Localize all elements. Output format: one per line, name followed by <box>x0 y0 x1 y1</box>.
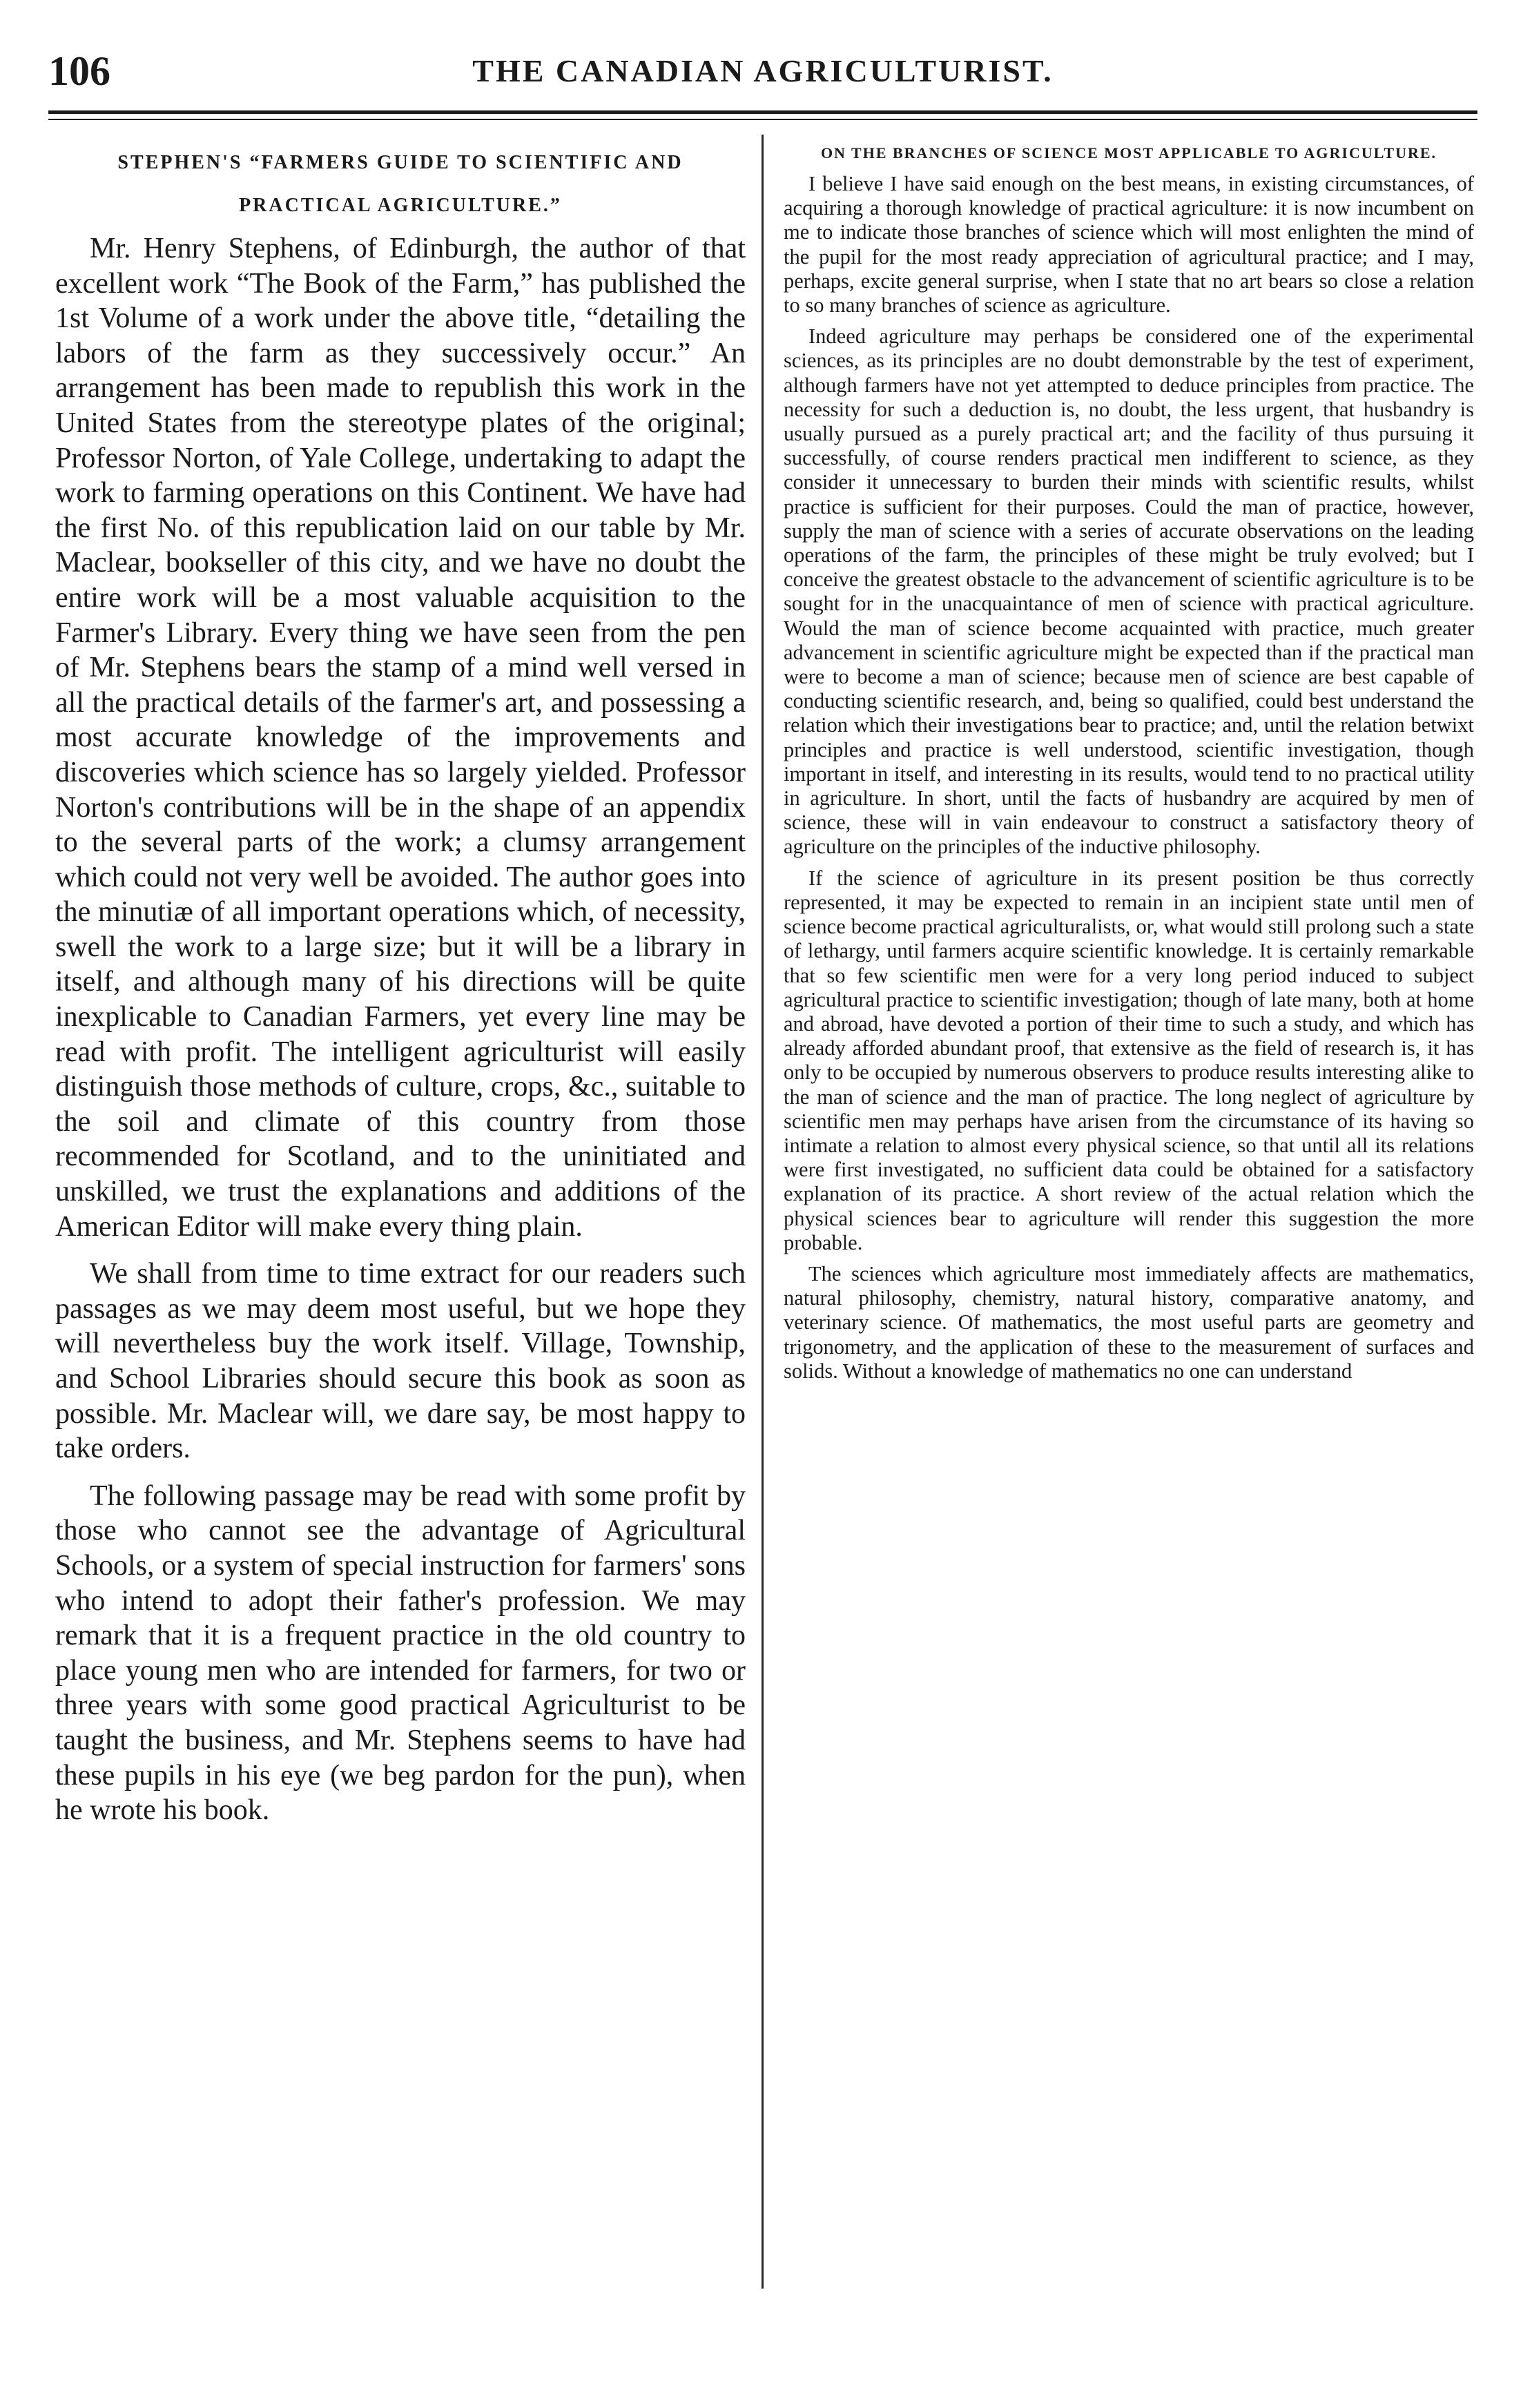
header-rule-thick <box>48 110 1477 114</box>
article-paragraph: The sciences which agriculture most immediately affects are mathematics, natural philosophy, chemistry, natural history, comparative anatomy, and veterinary science. Of mathematics, the most useful parts are geometry and trigonometry, and the application of these to the measurement of surfaces and solids. Without a knowledge of mathematics no one can understand <box>784 1261 1474 1383</box>
right-column <box>784 142 1474 2282</box>
article-paragraph: We shall from time to time extract for our readers such passages as we may deem most useful, but we hope they will nevertheless buy the work itself. Village, Township, and School Libraries should secure this book as soon as possible. Mr. Maclear will, we dare say, be most happy to take orders. <box>55 1258 746 1465</box>
article-paragraph: The following passage may be read with some profit by those who cannot see the advantage of Agricultural Schools, or a system of special instruction for farmers' sons who intend to adopt their father's profession. We may remark that it is a frequent practice in the old country to place young men who are intended for farmers, for two or three years with some good practical Agriculturist to be taught the business, and Mr. Stephens seems to have had these pupils in his eye (we beg pardon for the pun), when he wrote his book. <box>55 1479 746 1827</box>
journal-title: THE CANADIAN AGRICULTURIST. <box>472 53 1054 88</box>
article-heading-stephens: STEPHEN'S “FARMERS GUIDE TO SCIENTIFIC AND PRACTICAL AGRICULTURE.” <box>117 152 683 216</box>
article-heading-branches-of-science: ON THE BRANCHES OF SCIENCE MOST APPLICABLE TO AGRICULTURE. <box>820 144 1437 162</box>
header-rule-thin <box>48 119 1477 120</box>
article-paragraph: Mr. Henry Stephens, of Edinburgh, the author of that excellent work “The Book of the Farm,” has published the 1st Volume of a work under the above title, “detailing the labors of the farm as they successively occur.” An arrangement has been made to republish this work in the United States from the stereotype plates of the original; Professor Norton, of Yale College, undertaking to adapt the work to farming operations on this Continent. We have had the first No. of this republication laid on our table by Mr. Maclear, bookseller of this city, and we have no doubt the entire work will be a most valuable acquisition to the Farmer's Library. Every thing we have seen from the pen of Mr. Stephens bears the stamp of a mind well versed in all the practical details of the farmer's art, and possessing a most accurate knowledge of the improvements and discoveries which science has so largely yielded. Professor Norton's contributions will be in the shape of an appendix to the several parts of the work; a clumsy arrangement which could not very well be avoided. The author goes into the minutiæ of all important operations which, of necessity, swell the work to a large size; but it will be a library in itself, and although many of his directions will be quite inexplicable to Canadian Farmers, yet every line may be read with profit. The intelligent agriculturist will easily distinguish those methods of culture, crops, &c., suitable to the soil and climate of this country from those recommended for Scotland, and to the uninitiated and unskilled, we trust the explanations and additions of the American Editor will make every thing plain. <box>55 233 746 1243</box>
article-paragraph: Indeed agriculture may perhaps be considered one of the experimental sciences, as its principles are no doubt demonstrable by the test of experiment, although farmers have not yet attempted to deduce principles from practice. The necessity for such a deduction is, no doubt, the less urgent, that husbandry is usually pursued as a purely practical art; and the facility of thus pursuing it successfully, of course renders practical men indifferent to science, as they consider it unnecessary to burden their minds with scientific results, whilst practice is sufficient for their purposes. Could the man of practice, however, supply the man of science with a series of accurate observations on the leading operations of the farm, the principles of these might be truly evolved; but I conceive the greatest obstacle to the advancement of scientific agriculture is to be sought for in the unacquaintance of men of science with practical agriculture. Would the man of science become acquainted with practice, much greater advancement in scientific agriculture might be expected than if the practical man were to become a man of science; because men of science are best capable of conducting scientific research, and, being so qualified, could best understand the relation which their investigations bear to practice; and, until the relation betwixt principles and practice is well understood, scientific investigation, though important in itself, and interesting in its results, would tend to no practical utility in agriculture. In short, until the facts of husbandry are acquired by men of science, these will in vain endeavour to construct a satisfactory theory of agriculture on the principles of the inductive philosophy. <box>784 324 1474 859</box>
article-paragraph: I believe I have said enough on the best means, in existing circumstances, of acquiring a thorough knowledge of practical agriculture: it is now incumbent on me to indicate those branches of science which will most enlighten the mind of the pupil for the most ready appreciation of agricultural practice; and I may, perhaps, excite general surprise, when I state that no art bears so close a relation to so many branches of science as agriculture. <box>784 172 1474 318</box>
page-number: 106 <box>48 48 110 94</box>
article-paragraph: If the science of agriculture in its present position be thus correctly represented, it may be expected to remain in an incipient state until men of science become practical agriculturalists, or, what would still prolong such a state of lethargy, until farmers acquire scientific knowledge. It is certainly remarkable that so few scientific men were for a very long period induced to subject agricultural practice to scientific investigation; though of late many, both at home and abroad, have devoted a portion of their time to such a study, and which has already afforded abundant proof, that extensive as the field of research is, it has only to be occupied by numerous observers to produce results interesting alike to the man of science and the man of practice. The long neglect of agriculture by scientific men may perhaps have arisen from the circumstance of its having so intimate a relation to almost every physical science, so that until all its relations were first investigated, no sufficient data could be obtained for a satisfactory explanation of its practice. A short review of the actual relation which the physical sciences bear to agriculture will render this suggestion the more probable. <box>784 866 1474 1254</box>
left-column <box>55 142 746 2240</box>
running-head <box>48 40 1477 102</box>
column-divider <box>762 135 764 2289</box>
